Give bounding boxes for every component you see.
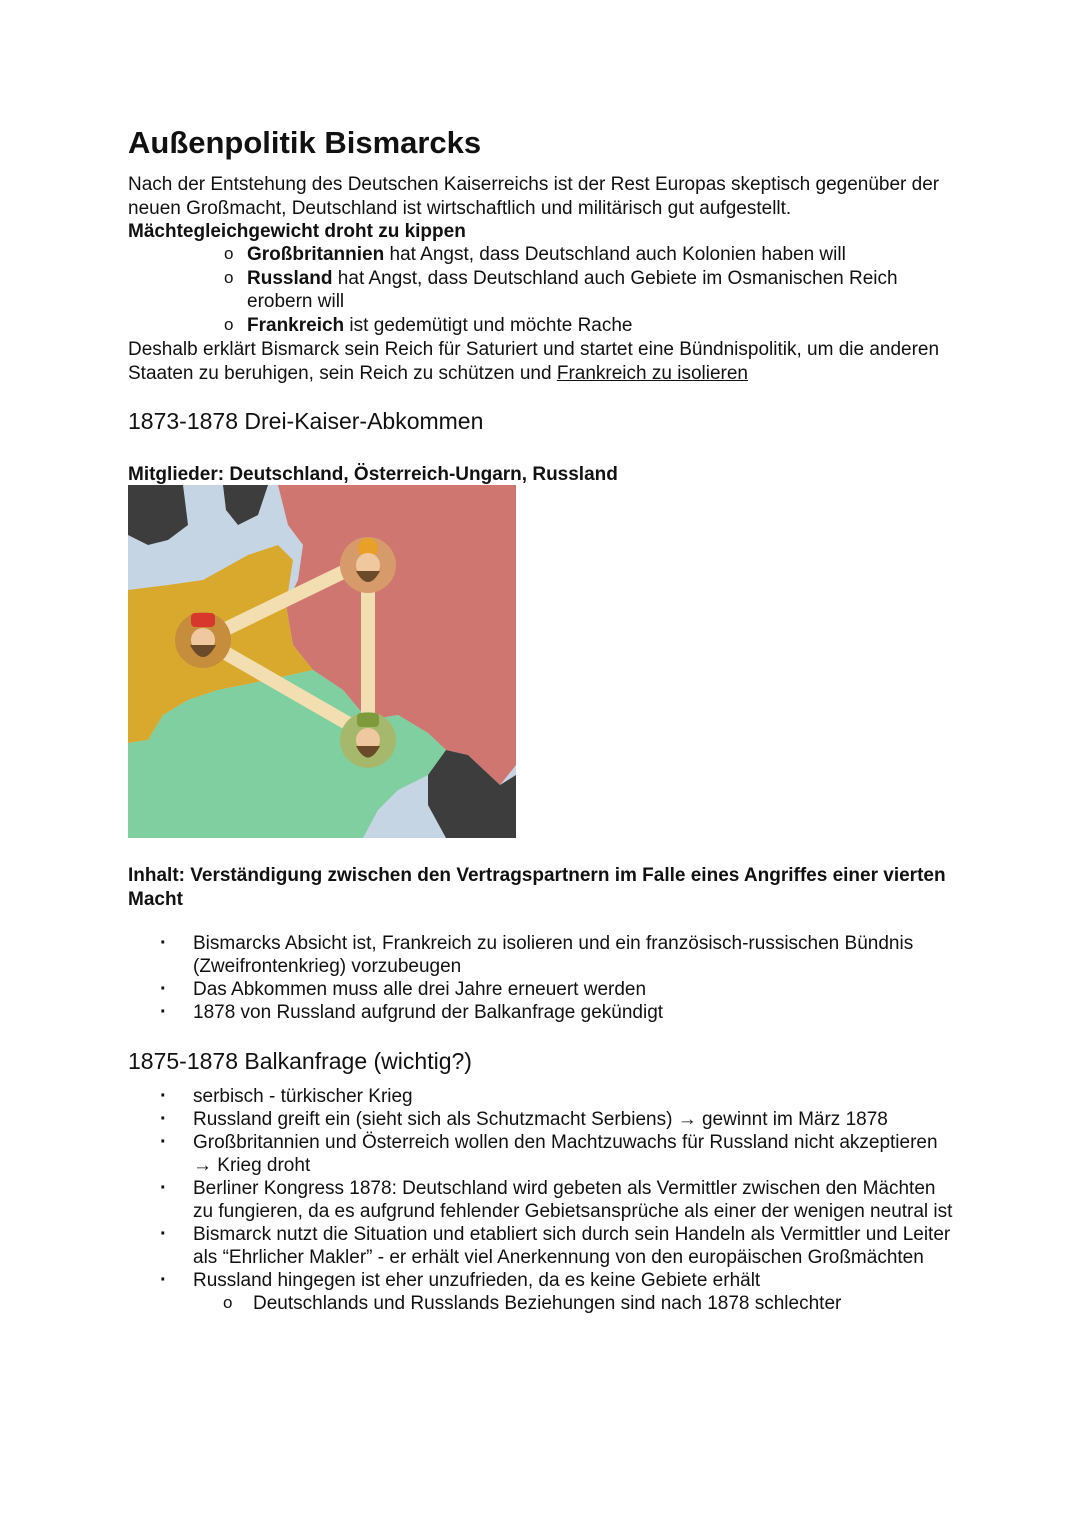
list-item: · Berliner Kongress 1878: Deutschland wird gebeten als Vermittler zwischen den Mächten zu fungieren, da es aufgrund fehlender Gebietsansprüche als einer der wenigen neutral ist <box>160 1177 960 1223</box>
concern-item: o Frankreich ist gedemütigt und möchte Rache <box>224 314 964 338</box>
section-heading-balkan: 1875-1878 Balkanfrage (wichtig?) <box>128 1048 472 1074</box>
content-line: Inhalt: Verständigung zwischen den Vertragspartnern im Falle eines Angriffes einer vierten Macht <box>128 865 946 910</box>
german-emperor-icon <box>175 612 231 668</box>
list-item: · serbisch - türkischer Krieg <box>160 1085 960 1108</box>
conclusion-paragraph: Deshalb erklärt Bismarck sein Reich für Saturiert und startet eine Bündnispolitik, um die anderen Staaten zu beruhigen, sein Reich zu schützen und Frankreich zu isolieren <box>128 339 940 384</box>
concern-item: o Großbritannien hat Angst, dass Deutschland auch Kolonien haben will <box>224 243 964 267</box>
isolation-underline: Frankreich zu isolieren <box>556 362 748 384</box>
concern-item: o Russland hat Angst, dass Deutschland auch Gebiete im Osmanischen Reich erobern will <box>224 267 964 314</box>
russian-emperor-icon <box>340 537 396 593</box>
drei-kaiser-map <box>128 485 516 838</box>
list-item: · Russland greift ein (sieht sich als Schutzmacht Serbiens) → gewinnt im März 1878 <box>160 1108 960 1131</box>
section-heading-drei-kaiser: 1873-1878 Drei-Kaiser-Abkommen <box>128 408 484 434</box>
sub-list-item: o Deutschlands und Russlands Beziehungen sind nach 1878 schlechter <box>223 1292 960 1315</box>
members-line: Mitglieder: Deutschland, Österreich-Ungarn, Russland <box>128 464 618 485</box>
list-item <box>160 1269 960 1315</box>
concerns-list <box>224 243 964 337</box>
list-item: · Bismarcks Absicht ist, Frankreich zu isolieren und ein französisch-russischen Bündnis (Zweifrontenkrieg) vorzubeugen <box>160 932 960 978</box>
balkan-subpoints <box>193 1292 960 1315</box>
drei-kaiser-points <box>160 932 960 1024</box>
list-item: · Großbritannien und Österreich wollen den Machtzuwachs für Russland nicht akzeptieren → Krieg droht <box>160 1131 960 1177</box>
list-item: · 1878 von Russland aufgrund der Balkanfrage gekündigt <box>160 1001 960 1024</box>
list-item: · Bismarck nutzt die Situation und etabliert sich durch sein Handeln als Vermittler und Leiter als “Ehrlicher Makler” - er erhält viel Anerkennung von den europäischen Großmächten <box>160 1223 960 1269</box>
list-item-text: Russland hingegen ist eher unzufrieden, da es keine Gebiete erhält <box>193 1270 761 1291</box>
balance-heading: Mächtegleichgewicht droht zu kippen <box>128 221 466 242</box>
balkan-points <box>160 1085 960 1315</box>
page-title: Außenpolitik Bismarcks <box>128 125 482 160</box>
intro-paragraph: Nach der Entstehung des Deutschen Kaiserreichs ist der Rest Europas skeptisch gegenüber der neuen Großmacht, Deutschland ist wirtschaftlich und militärisch gut aufgestellt. <box>128 174 940 219</box>
list-item: · Das Abkommen muss alle drei Jahre erneuert werden <box>160 978 960 1001</box>
austrian-emperor-icon <box>340 712 396 768</box>
